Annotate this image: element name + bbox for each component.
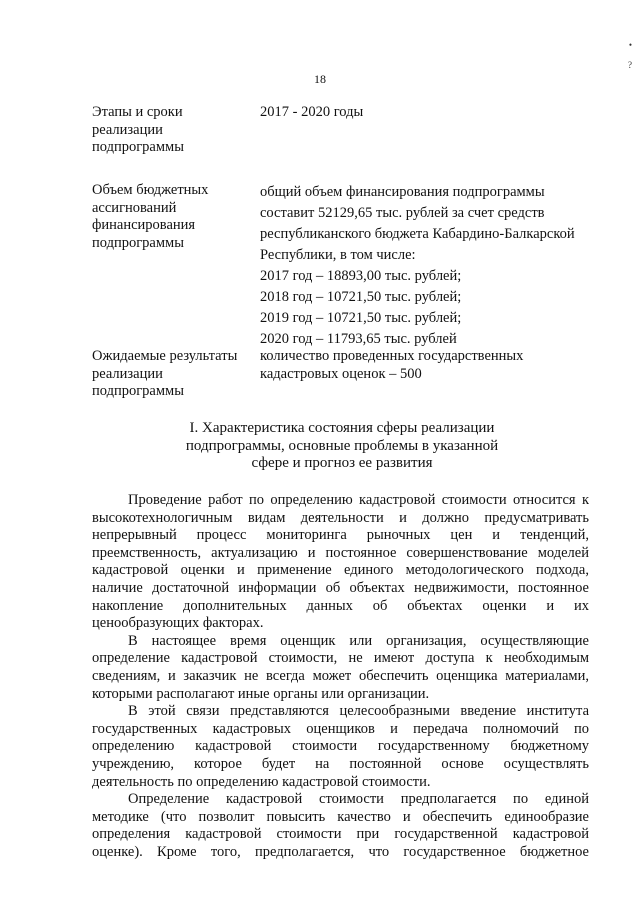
passport-value-line: общий объем финансирования подпрограммы (260, 184, 545, 200)
passport-value (260, 104, 600, 122)
passport-label-line: подпрограммы (92, 139, 184, 155)
section-title-line: I. Характеристика состояния сферы реализации (189, 420, 495, 436)
passport-value-line: Республики, в том числе: (260, 247, 416, 263)
passport-label-line: ассигнований (92, 199, 177, 216)
section-title (92, 420, 592, 473)
text-line: кадастровой оценки и применение единого методологического подхода, (92, 562, 589, 579)
passport-label-line: Объем бюджетных (92, 182, 209, 198)
margin-mark-question: ? (628, 60, 632, 70)
passport-label-line: финансирования (92, 217, 196, 233)
text-line: наличие достаточной информации об объектах недвижимости, постоянное (92, 579, 589, 596)
passport-value-line: 2018 год – 10721,50 тыс. рублей; (260, 289, 462, 305)
passport-value-line: 2017 - 2020 годы (260, 104, 364, 120)
passport-value-line: составит 52129,65 тыс. рублей за счет средств (260, 205, 545, 221)
text-line: сведениям, и заказчик не всегда может обеспечить оценщика материалами, (92, 667, 589, 684)
text-line: Проведение работ по определению кадастровой стоимости относится к (128, 492, 589, 508)
text-line: высокотехнологичным видам деятельности и должно предусматривать (92, 509, 589, 526)
passport-label-line: подпрограммы (92, 383, 184, 399)
passport-label (92, 348, 252, 401)
section-title-line: сфере и прогноз ее развития (251, 455, 433, 471)
text-line: государственных кадастровых оценщиков и передача полномочий по (92, 720, 589, 737)
section-title-line: подпрограммы, основные проблемы в указанной (185, 437, 499, 454)
passport-label-line: реализации (92, 121, 163, 138)
text-line: накопление дополнительных данных об объектах оценки и их (92, 597, 589, 614)
passport-label-line: подпрограммы (92, 234, 184, 251)
text-line: В этой связи представляются целесообразными введение института (128, 703, 589, 720)
text-line: непрерывный процесс мониторинга рыночных цен и тенденций, (92, 527, 589, 544)
text-line: ценообразующих факторах. (92, 615, 264, 632)
text-line: оценке). Кроме того, предполагается, что государственное бюджетное (92, 843, 589, 860)
passport-label (92, 182, 252, 252)
passport-value-line: 2019 год – 10721,50 тыс. рублей; (260, 310, 462, 326)
paragraph-2 (92, 633, 589, 703)
paragraph-4 (92, 791, 589, 861)
text-line: определение кадастровой стоимости, не имеют доступа к необходимым (92, 650, 589, 667)
text-line: учреждению, которое будет на постоянной основе осуществлять (92, 755, 589, 772)
text-line: преемственность, актуализацию и постоянное совершенствование моделей (92, 544, 589, 561)
passport-value-line: 2017 год – 18893,00 тыс. рублей; (260, 268, 462, 284)
text-line: определению кадастровой стоимости государственному бюджетному (92, 738, 589, 755)
text-line: методике (что позволит повысить качество и обеспечить единообразие (92, 808, 589, 825)
text-line: деятельность по определению кадастровой стоимости. (92, 773, 431, 790)
margin-mark-top: • (628, 40, 632, 50)
passport-value-line: количество проведенных государственных (260, 348, 524, 364)
passport-value (260, 182, 600, 350)
passport-value-line: республиканского бюджета Кабардино-Балкарской (260, 226, 575, 242)
body-text (92, 492, 589, 861)
text-line: которыми располагают иные органы или организации. (92, 685, 430, 702)
passport-value-line: кадастровых оценок – 500 (260, 365, 422, 382)
passport-label (92, 104, 252, 157)
text-line: определения кадастровой стоимости при государственной кадастровой (92, 826, 589, 843)
page-number: 18 (314, 72, 326, 86)
passport-value (260, 348, 600, 383)
passport-value-line: 2020 год – 11793,65 тыс. рублей (260, 331, 457, 347)
passport-label-line: Этапы и сроки (92, 104, 183, 120)
paragraph-3 (92, 703, 589, 791)
paragraph-1 (92, 492, 589, 633)
text-line: Определение кадастровой стоимости предполагается по единой (128, 791, 589, 808)
passport-label-line: Ожидаемые результаты (92, 348, 238, 364)
passport-label-line: реализации (92, 365, 163, 382)
text-line: В настоящее время оценщик или организация, осуществляющие (128, 632, 589, 649)
